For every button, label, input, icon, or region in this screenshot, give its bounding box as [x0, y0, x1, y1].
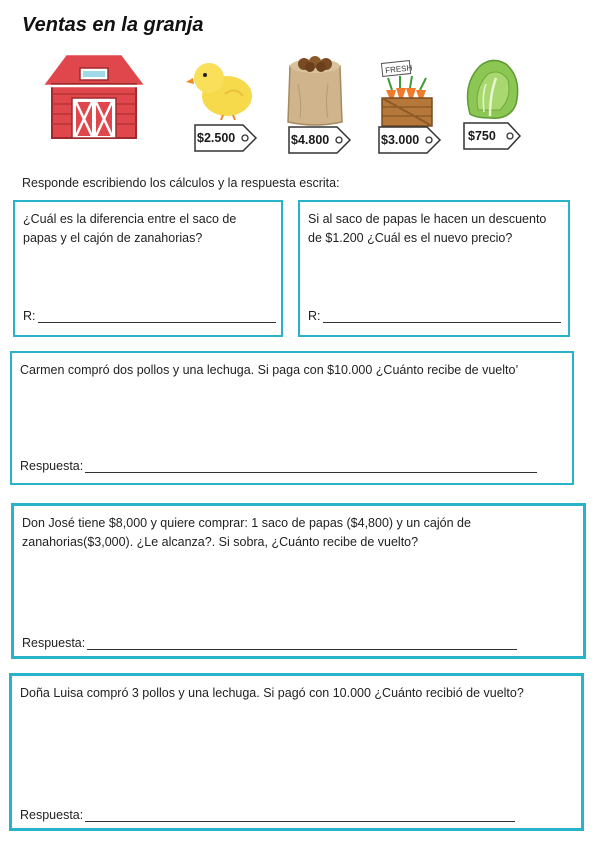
answer-label: R:	[308, 309, 321, 323]
chick-icon	[185, 58, 255, 120]
lettuce-icon	[460, 54, 524, 120]
price-chick: $2.500	[197, 131, 236, 145]
answer-row	[20, 459, 537, 473]
question-text: Don José tiene $8,000 y quiere comprar: 1 saco de papas ($4,800) y un cajón de zanahorias($3,000). ¿Le alcanza?. Si sobra, ¿Cuánto recibe de vuelto?	[22, 516, 471, 549]
carrot-crate-icon	[378, 60, 436, 128]
instructions: Responde escribiendo los cálculos y la respuesta escrita:	[22, 176, 340, 190]
answer-label: Respuesta:	[20, 808, 84, 822]
price-tag-carrots	[377, 125, 442, 155]
question-text: Doña Luisa compró 3 pollos y una lechuga. Si pagó con 10.000 ¿Cuánto recibió de vuelto?	[20, 686, 524, 700]
price-tag-chick	[193, 123, 258, 153]
price-carrots: $3.000	[381, 133, 420, 147]
answer-row	[22, 636, 517, 650]
answer-label: R:	[23, 309, 36, 323]
barn-icon	[38, 46, 150, 142]
price-tag-lettuce	[462, 121, 522, 151]
answer-line[interactable]	[85, 460, 537, 473]
answer-line[interactable]	[85, 809, 515, 822]
answer-label: Respuesta:	[22, 636, 86, 650]
question-box-2	[298, 200, 570, 337]
question-text: Carmen compró dos pollos y una lechuga. Si paga con $10.000 ¿Cuánto recibe de vuelto’	[20, 363, 519, 377]
price-tag-potatoes	[287, 125, 352, 155]
crate-label: FRESH	[384, 63, 413, 76]
potato-sack-icon	[284, 54, 346, 128]
answer-row	[23, 309, 276, 323]
answer-line[interactable]	[87, 637, 517, 650]
answer-line[interactable]	[323, 310, 561, 323]
question-box-5	[9, 673, 584, 831]
question-text: ¿Cuál es la diferencia entre el saco de papas y el cajón de zanahorias?	[23, 212, 237, 245]
answer-row	[308, 309, 561, 323]
page-title: Ventas en la granja	[22, 14, 204, 36]
question-box-3	[10, 351, 574, 485]
answer-row	[20, 808, 515, 822]
question-box-1	[13, 200, 283, 337]
question-box-4	[11, 503, 586, 659]
answer-line[interactable]	[38, 310, 276, 323]
question-text: Si al saco de papas le hacen un descuento de $1.200 ¿Cuál es el nuevo precio?	[308, 212, 547, 245]
price-lettuce: $750	[468, 129, 496, 143]
answer-label: Respuesta:	[20, 459, 84, 473]
price-potatoes: $4.800	[291, 133, 330, 147]
